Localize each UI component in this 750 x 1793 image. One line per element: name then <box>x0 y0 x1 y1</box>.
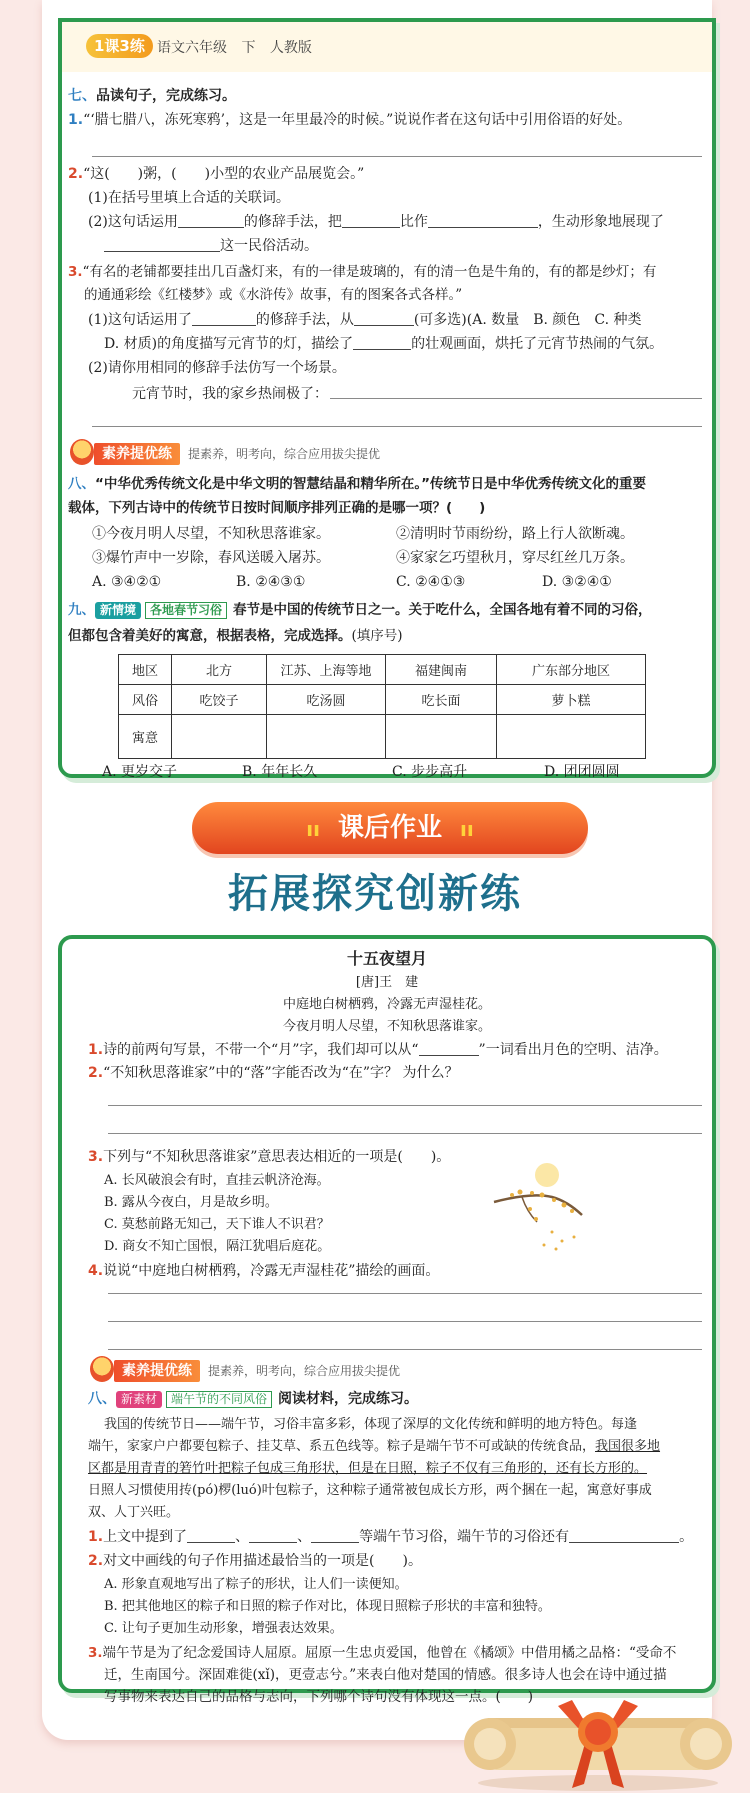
q7-s2-b-4: ，生动形象地展现了 <box>537 214 664 230</box>
q7-s3-text2: 的通通彩绘《红楼梦》或《水浒传》故事，有的图案各式各样。” <box>84 287 463 303</box>
region-cell: 福建闽南 <box>386 655 497 685</box>
c2-q3 <box>88 1147 712 1167</box>
q7-s2-text: “这( )粥，( )小型的农业产品展览会。” <box>83 166 365 182</box>
answer-line[interactable] <box>108 1293 702 1294</box>
header-edition: 人教版 <box>269 40 312 56</box>
meaning-cell[interactable] <box>172 715 267 759</box>
region-cell: 江苏、上海等地 <box>267 655 386 685</box>
row-label-region: 地区 <box>119 655 172 685</box>
header-subject <box>157 37 312 57</box>
c2-s2-option-a[interactable]: A. 形象直观地写出了粽子的形状，让人们一读便知。 <box>104 1577 408 1592</box>
c2-s1-4: 等端午节习俗，端午节的习俗还有 <box>359 1529 570 1545</box>
q7-s3-a1 <box>88 310 712 330</box>
c2-s3-3: 写事物来表达自己的品格与志向，下列哪个诗句没有体现这一点。( ) <box>104 1689 534 1705</box>
c2-q1-text-2: ”一词看出月色的空明、洁净。 <box>478 1042 668 1058</box>
osmanthus-moon-illustration <box>492 1157 592 1257</box>
answer-line[interactable] <box>108 1349 702 1350</box>
q7-s2 <box>68 164 712 184</box>
q7-s2-b-5: 这一民俗活动。 <box>220 238 318 254</box>
c2-para-2-underlined: 我国很多地 <box>595 1439 661 1454</box>
poem-line-1: 中庭地白树栖鸦，冷露无声湿桂花。 <box>282 997 491 1012</box>
c2-q3-option-c[interactable]: C. 莫愁前路无知己，天下谁人不识君？ <box>104 1217 330 1232</box>
scroll-bow-decoration <box>468 1688 728 1793</box>
c2-para-2-text: 端午，家家户户都要包粽子、挂艾草、系五色线等。粽子是端午节不可或缺的传统食品， <box>88 1439 596 1454</box>
section-title: 拓展探究创新练 <box>228 871 522 917</box>
q7-s3-a2-2: 的壮观画面，烘托了元宵节热闹的气氛。 <box>411 336 664 352</box>
meaning-cell[interactable] <box>386 715 497 759</box>
answer-line[interactable] <box>92 156 702 157</box>
fill-blank[interactable] <box>569 1528 679 1543</box>
region-cell: 广东部分地区 <box>497 655 646 685</box>
c2-para-2 <box>88 1437 712 1457</box>
q7-s1-text: “‘腊七腊八，冻死寒鸦’，这是一年里最冷的时候。”说说作者在这句话中引用俗语的好处。 <box>83 112 632 128</box>
q8-option-b[interactable]: B. ②④③① <box>236 574 306 590</box>
answer-line[interactable] <box>330 398 702 399</box>
q7-s2-b <box>88 212 712 232</box>
answer-line[interactable] <box>108 1133 702 1134</box>
q7-heading <box>68 86 712 106</box>
fill-blank[interactable] <box>104 237 220 252</box>
q9-text1-span: 春节是中国的传统节日之一。关于吃什么，全国各地有着不同的习俗， <box>233 602 652 618</box>
region-cell: 北方 <box>172 655 267 685</box>
c2-q3-num: 3. <box>88 1149 104 1165</box>
q9-text1 <box>68 600 712 620</box>
fill-blank[interactable] <box>192 311 256 326</box>
meaning-cell[interactable] <box>267 715 386 759</box>
q8-option-d[interactable]: D. ③②④① <box>542 574 612 590</box>
c2-s1-3: 、 <box>297 1529 312 1545</box>
banner-note: 提素养，明考向，综合应用拔尖提优 <box>188 447 381 461</box>
section-banner <box>62 443 380 465</box>
q8-text1 <box>68 474 712 494</box>
q9-text2-2: (填序号) <box>351 628 403 644</box>
meaning-cell[interactable] <box>497 715 646 759</box>
q7-s3-b-prompt: 元宵节时，我的家乡热闹极了： <box>132 386 328 402</box>
c2-s2-option-c[interactable]: C. 让句子更加生动形象，增强表达效果。 <box>104 1621 343 1636</box>
q9-tag: 新情境 <box>95 602 141 619</box>
c2-q8-num: 八、 <box>88 1391 116 1407</box>
c2-s1-1: 上文中提到了 <box>103 1529 188 1545</box>
fill-blank[interactable] <box>187 1528 235 1543</box>
q7-s2-num: 2. <box>68 166 84 182</box>
q8-text1-span: “中华优秀传统文化是中华文明的智慧结晶和精华所在。”传统节日是中华优秀传统文化的重要 <box>95 476 646 492</box>
q9-option-a[interactable]: A. 更岁交子 <box>102 764 178 780</box>
answer-line[interactable] <box>108 1321 702 1322</box>
fill-blank[interactable] <box>342 213 400 228</box>
section-banner-2 <box>62 1360 400 1382</box>
fill-blank[interactable] <box>178 213 244 228</box>
pill-label: 课后作业 <box>337 813 442 843</box>
q9-num: 九、 <box>68 602 95 618</box>
header-subject-text: 语文六年级 <box>157 40 227 56</box>
q8-poem-3: ③爆竹声中一岁除，春风送暖入屠苏。 <box>92 550 330 566</box>
q7-s3-a2-1: D. 材质)的角度描写元宵节的灯，描绘了 <box>104 336 354 352</box>
custom-cell: 吃汤圆 <box>267 685 386 715</box>
row-label-custom: 风俗 <box>119 685 172 715</box>
c2-para-4: 日照人习惯使用抟(pó)椤(luó)叶包粽子，这种粽子通常被包成长方形，两个捆在一起，寓意好事成 <box>88 1483 652 1498</box>
c2-s2-text: 对文中画线的句子作用描述最恰当的一项是( )。 <box>103 1553 422 1569</box>
pill-deco-left: ıı <box>306 817 320 841</box>
q7-s3-a2 <box>104 334 712 354</box>
c2-s1-2: 、 <box>235 1529 250 1545</box>
q7-s3-a1-3: (可多选)(A. 数量 B. 颜色 C. 种类 <box>413 312 642 328</box>
c2-s2-num: 2. <box>88 1553 104 1569</box>
mascot-icon <box>90 1356 114 1382</box>
q8-option-a[interactable]: A. ③④②① <box>92 574 162 590</box>
q7-s2-b-cont <box>104 236 712 256</box>
poem-line-2: 今夜月明人尽望，不知秋思落谁家。 <box>282 1019 491 1034</box>
c2-s1-num: 1. <box>88 1529 104 1545</box>
q8-option-c[interactable]: C. ②④①③ <box>396 574 466 590</box>
c2-s2-option-b[interactable]: B. 把其他地区的粽子和日照的粽子作对比，体现日照粽子形状的丰富和独特。 <box>104 1599 551 1614</box>
c2-s2 <box>88 1551 712 1571</box>
exercise-card-top <box>58 18 716 778</box>
c2-q8-heading <box>88 1389 712 1409</box>
c2-s3-1 <box>88 1643 712 1663</box>
banner-label: 素养提优练 <box>94 443 180 465</box>
c2-q3-option-b[interactable]: B. 露从今夜白，月是故乡明。 <box>104 1195 278 1210</box>
q7-s1-num: 1. <box>68 112 84 128</box>
q8-poem-4: ④家家乞巧望秋月，穿尽红丝几万条。 <box>396 550 634 566</box>
q7-s3-b: (2)请你用相同的修辞手法仿写一个场景。 <box>88 360 346 376</box>
c2-q3-option-d[interactable]: D. 商女不知亡国恨，隔江犹唱后庭花。 <box>104 1239 331 1254</box>
exercise-card-bottom <box>58 935 716 1705</box>
answer-line[interactable] <box>108 1105 702 1106</box>
c2-q8-subtag: 端午节的不同风俗 <box>166 1391 272 1408</box>
c2-s3-2: 迁，生南国兮。深固难徙(xǐ)，更壹志兮。”来表白他对楚国的情感。很多诗人也会在诗中通过描 <box>104 1667 667 1683</box>
fill-blank[interactable] <box>428 213 538 228</box>
row-label-meaning: 寓意 <box>119 715 172 759</box>
poem-title: 十五夜望月 <box>346 949 427 968</box>
q9-text2-1: 但都包含着美好的寓意，根据表格，完成选择。 <box>68 628 352 644</box>
q8-poem-2: ②清明时节雨纷纷，路上行人欲断魂。 <box>396 526 634 542</box>
homework-pill <box>192 802 588 854</box>
banner-note: 提素养，明考向，综合应用拔尖提优 <box>208 1364 401 1378</box>
q7-s2-b-1: (2)这句话运用 <box>88 214 178 230</box>
fill-blank[interactable] <box>249 1528 297 1543</box>
c2-para-5: 双、人丁兴旺。 <box>88 1505 180 1520</box>
header-term: 下 <box>241 40 256 56</box>
header-strip <box>62 22 712 72</box>
q7-s2-a: (1)在括号里填上合适的关联词。 <box>88 190 290 206</box>
c2-q2-num: 2. <box>88 1065 104 1081</box>
q9-option-c[interactable]: C. 步步高升 <box>392 764 468 780</box>
c2-q3-text: 下列与“不知秋思落谁家”意思表达相近的一项是( )。 <box>103 1149 451 1165</box>
q9-text2 <box>68 626 712 646</box>
c2-para-1: 我国的传统节日——端午节，习俗丰富多彩，体现了深厚的文化传统和鲜明的地方特色。每逢 <box>104 1417 638 1432</box>
q9-subtag: 各地春节习俗 <box>145 602 227 619</box>
q7-title: 品读句子，完成练习。 <box>96 88 236 104</box>
c2-q2 <box>88 1063 712 1083</box>
q9-option-b[interactable]: B. 年年长久 <box>242 764 318 780</box>
q7-s3-a1-2: 的修辞手法，从 <box>255 312 354 328</box>
q8-text2: 载体，下列古诗中的传统节日按时间顺序排列正确的是哪一项？( ) <box>68 500 486 516</box>
festival-table <box>118 654 646 759</box>
c2-q4-text: 说说“中庭地白树栖鸦，冷露无声湿桂花”描绘的画面。 <box>103 1263 440 1279</box>
q7-s2-b-2: 的修辞手法，把 <box>243 214 342 230</box>
c2-q4-num: 4. <box>88 1263 104 1279</box>
c2-q3-option-a[interactable]: A. 长风破浪会有时，直挂云帆济沧海。 <box>104 1173 330 1188</box>
custom-cell: 吃饺子 <box>172 685 267 715</box>
q8-num: 八、 <box>68 476 95 492</box>
q7-s3-text1: “有名的老铺都要挂出几百盏灯来，有的一律是玻璃的，有的清一色是牛角的，有的都是纱灯；有 <box>82 264 657 280</box>
c2-q2-text: “不知秋思落谁家”中的“落”字能否改为“在”字？ 为什么？ <box>103 1065 459 1081</box>
c2-q1-num: 1. <box>88 1042 104 1058</box>
c2-q8-title: 阅读材料，完成练习。 <box>278 1391 419 1407</box>
q9-option-d[interactable]: D. 团团圆圆 <box>544 764 620 780</box>
fill-blank[interactable] <box>419 1041 479 1056</box>
pill-deco-right: ıı <box>460 817 474 841</box>
q7-num: 七、 <box>68 88 96 104</box>
q7-s3 <box>68 262 712 282</box>
c2-s3-1-text: 端午节是为了纪念爱国诗人屈原。屈原一生忠贞爱国，他曾在《橘颂》中借用橘之品格：“受命不 <box>102 1645 677 1661</box>
c2-q1-text-1: 诗的前两句写景，不带一个“月”字，我们却可以从“ <box>103 1042 419 1058</box>
answer-line[interactable] <box>92 426 702 427</box>
q7-s1 <box>68 110 712 130</box>
fill-blank[interactable] <box>311 1528 359 1543</box>
c2-s1-5: 。 <box>679 1529 694 1545</box>
c2-s1 <box>88 1527 712 1547</box>
c2-q8-tag: 新素材 <box>116 1391 162 1408</box>
c2-q4 <box>88 1261 712 1281</box>
c2-s3-num: 3. <box>88 1645 103 1661</box>
q8-poem-1: ①今夜月明人尽望，不知秋思落谁家。 <box>92 526 330 542</box>
custom-cell: 吃长面 <box>386 685 497 715</box>
q7-s3-num: 3. <box>68 264 83 280</box>
header-logo: 1课3练 <box>86 34 153 58</box>
fill-blank[interactable] <box>354 311 414 326</box>
q7-s3-a1-1: (1)这句话运用了 <box>88 312 192 328</box>
mascot-icon <box>70 439 94 465</box>
banner-label: 素养提优练 <box>114 1360 200 1382</box>
c2-para-3-underlined: 区都是用青青的箬竹叶把粽子包成三角形状，但是在日照，粽子不仅有三角形的，还有长方形的。 <box>88 1461 648 1476</box>
fill-blank[interactable] <box>353 335 411 350</box>
poem-author: [唐]王 建 <box>355 975 419 990</box>
q7-s2-b-3: 比作 <box>399 214 428 230</box>
custom-cell: 萝卜糕 <box>497 685 646 715</box>
c2-q1 <box>88 1040 712 1060</box>
